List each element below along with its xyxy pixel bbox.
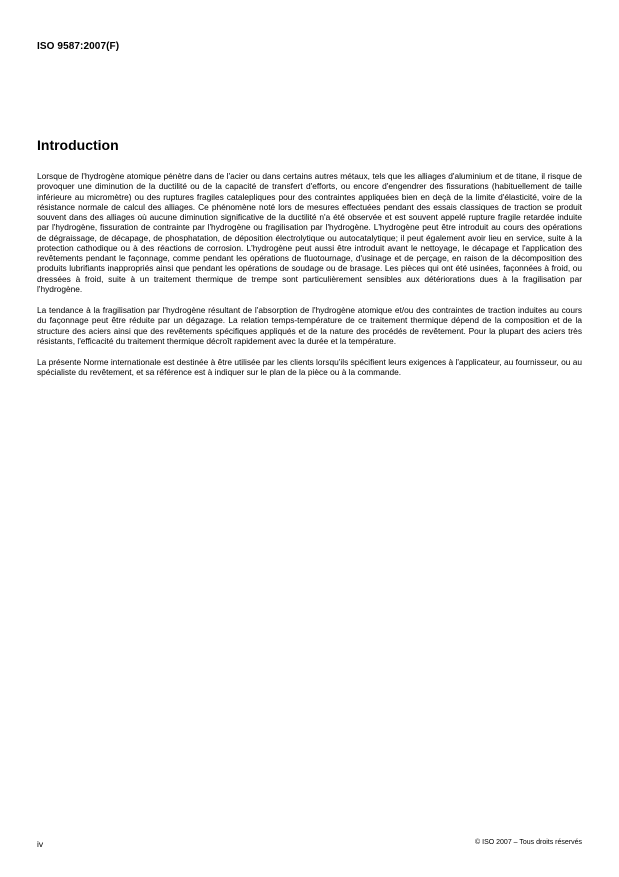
introduction-body [37, 171, 582, 389]
section-title: Introduction [37, 137, 119, 153]
paragraph-scope: La présente Norme internationale est destinée à être utilisée par les clients lorsqu'ils spécifient leurs exigences à l'applicateur, au fournisseur, ou au spécialiste du revêtement, et sa référence est à indiquer sur le plan de la pièce ou à la commande. [37, 357, 582, 378]
paragraph-degassing: La tendance à la fragilisation par l'hydrogène résultant de l'absorption de l'hydrogène atomique et/ou des contraintes de traction induites au cours du façonnage peut être réduite par un dégazage. La relation temps-température de ce traitement thermique dépend de la composition et de la structure des aciers ainsi que des revêtements spécifiques appliqués et de la nature des procédés de revêtement. Pour la plupart des aciers très résistants, l'efficacité du traitement thermique décroît rapidement avec la durée et la température. [37, 305, 582, 346]
page-number: iv [37, 839, 44, 849]
paragraph-hydrogen-embrittlement: Lorsque de l'hydrogène atomique pénètre dans de l'acier ou dans certains autres métaux, tels que les alliages d'aluminium et de titane, il risque de provoquer une diminution de la ductilité ou de la capacité de transfert d'efforts, ou encore d'engendrer des fissurations (habituellement de taille inférieure au micromètre) ou des ruptures fragiles catalepliques pour des contraintes appliquées bien en deçà de la limite d'élasticité, voire de la résistance normale de calcul des alliages. Ce phénomène noté lors de mesures effectuées pendant des essais classiques de traction se produit souvent dans des alliages où aucune diminution significative de la ductilité n'a été observée et est souvent appelé rupture fragile retardée induite par l'hydrogène, fissuration de contrainte par l'hydrogène ou fragilisation par l'hydrogène. L'hydrogène peut être introduit au cours des opérations de dégraissage, de décapage, de phosphatation, de déposition électrolytique ou autocatalytique; il peut également avoir lieu en service, suite à la protection cathodique ou à des réactions de corrosion. L'hydrogène peut aussi être introduit avant le nettoyage, le décapage et l'application des revêtements pendant le façonnage, comme pendant les opérations de fluotournage, d'usinage et de perçage, en raison de la décomposition des produits lubrifiants inappropriés ainsi que pendant les opérations de soudage ou de brasage. Les pièces qui ont été usinées, façonnées à froid, ou dressées à froid, suite à un traitement thermique de trempe sont particulièrement sensibles aux détériorations dues à la fragilisation par l'hydrogène. [37, 171, 582, 294]
copyright-notice: © ISO 2007 – Tous droits réservés [475, 839, 582, 846]
standard-code-header: ISO 9587:2007(F) [37, 41, 120, 52]
